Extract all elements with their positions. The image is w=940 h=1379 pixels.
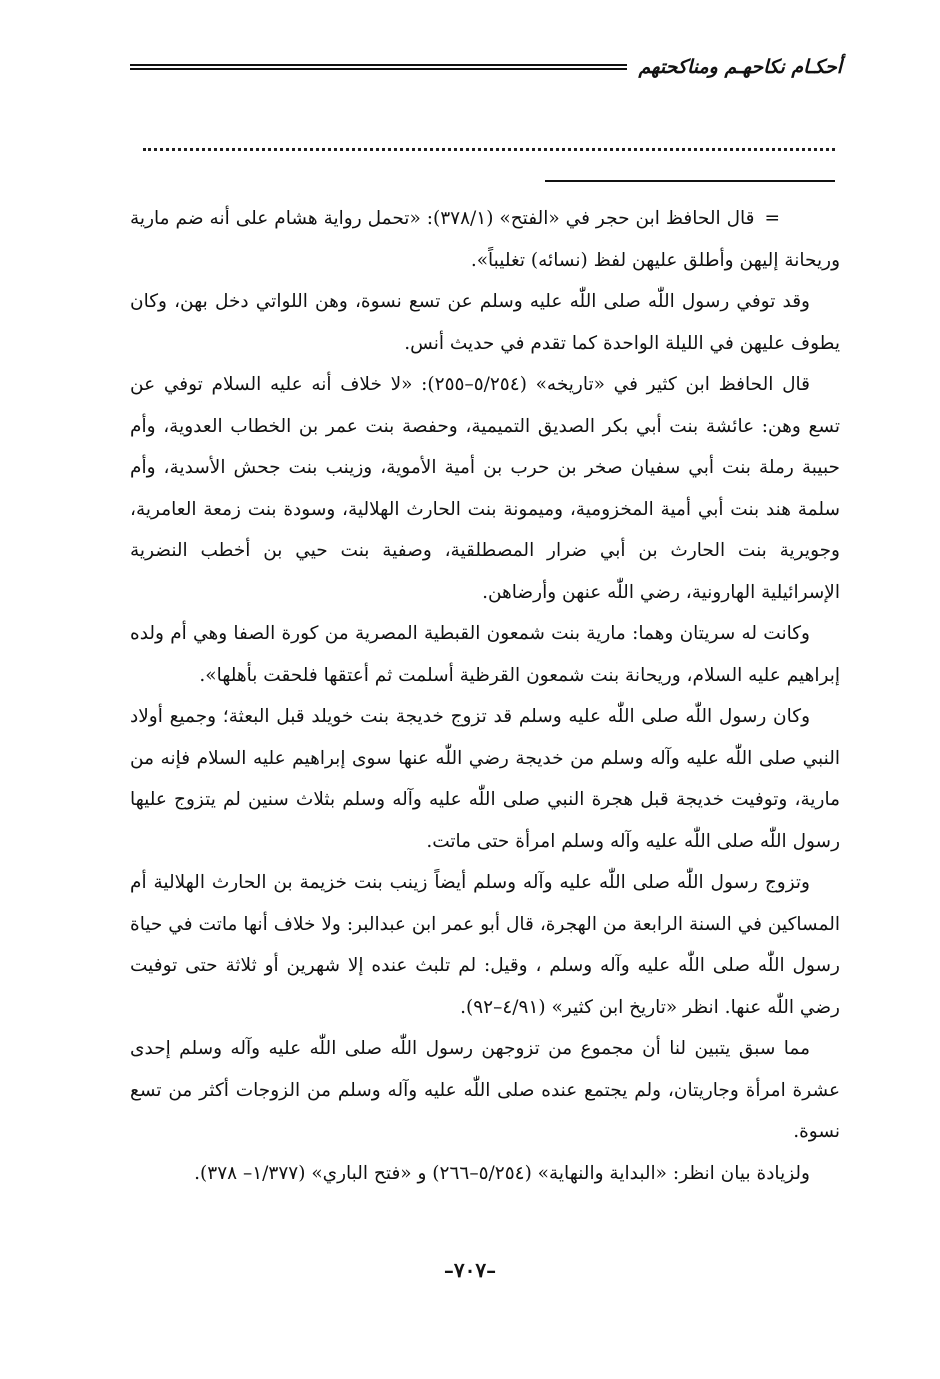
running-header <box>130 52 842 82</box>
footnote-paragraph <box>130 198 840 281</box>
footnote-text <box>130 198 840 1194</box>
running-title: أحكـام نكاحهـم ومناكحتهم <box>638 56 842 78</box>
page-number: –٧٠٧– <box>443 1258 497 1282</box>
footnote-separator <box>545 180 835 182</box>
footnote-paragraph: مما سبق يتبين لنا أن مجموع من تزوجهن رسول اللّٰه صلى اللّٰه عليه وآله وسلم إحدى عشرة امرأة وجاريتان، ولم يجتمع عنده صلى اللّٰه عليه وآله وسلم من الزوجات أكثر من تسع نسوة. <box>130 1038 840 1142</box>
footnote-paragraph: ولزيادة بيان انظر: «البداية والنهاية» (٥/٢٥٤–٢٦٦) و «فتح الباري» (١/٣٧٧– ٣٧٨). <box>194 1162 810 1184</box>
footnote-paragraph: وتزوج رسول اللّٰه صلى اللّٰه عليه وآله وسلم أيضاً زينب بنت خزيمة بن الحارث الهلالية أم المساكين في السنة الرابعة من الهجرة، قال أبو عمر ابن عبدالبر: ولا خلاف أنها ماتت في حياة رسول اللّٰه صلى اللّٰه عليه وآله وسلم ، وقيل: لم تلبث عنده إلا شهرين أو ثلاثة حتى توفيت رضي اللّٰه عنها. انظر «تاريخ ابن كثير» (٤/٩١–٩٢). <box>130 872 840 1018</box>
elision-dotted-line <box>143 136 835 151</box>
continuation-mark: = <box>764 208 781 229</box>
header-double-rule <box>130 64 627 70</box>
footnote-paragraph: وقد توفي رسول اللّٰه صلى اللّٰه عليه وسلم عن تسع نسوة، وهن اللواتي دخل بهن، وكان يطوف عليهن في الليلة الواحدة كما تقدم في حديث أنس. <box>130 291 840 354</box>
footnote-paragraph: وكان رسول اللّٰه صلى اللّٰه عليه وسلم قد تزوج خديجة بنت خويلد قبل البعثة؛ وجميع أولاد النبي صلى اللّٰه عليه وآله وسلم من خديجة رضي اللّٰه عنها سوى إبراهيم عليه السلام فإنه من مارية، وتوفيت خديجة قبل هجرة النبي صلى اللّٰه عليه وآله وسلم بثلاث سنين لم يتزوج عليها رسول اللّٰه صلى اللّٰه عليه وآله وسلم امرأة حتى ماتت. <box>130 706 840 852</box>
footnote-paragraph: وكانت له سريتان وهما: مارية بنت شمعون القبطية المصرية من كورة الصفا وهي أم ولده إبراهيم عليه السلام، وريحانة بنت شمعون القرظية أسلمت ثم أعتقها فلحقت بأهلها». <box>130 623 840 686</box>
paragraph-text: قال الحافظ ابن حجر في «الفتح» (٣٧٨/١): «تحمل رواية هشام على أنه ضم مارية وريحانة إليهن وأطلق عليهن لفظ (نسائه) تغليباً». <box>130 208 840 271</box>
footnote-paragraph: قال الحافظ ابن كثير في «تاريخه» (٥/٢٥٤–٢٥٥): «لا خلاف أنه عليه السلام توفي عن تسع وهن: عائشة بنت أبي بكر الصديق التميمية، وحفصة بنت عمر بن الخطاب العدوية، وأم حبيبة رملة بنت أبي سفيان صخر بن حرب بن أمية الأموية، وزينب بنت جحش الأسدية، وأم سلمة هند بنت أبي أمية المخزومية، وميمونة بنت الحارث الهلالية، وسودة بنت زمعة العامرية، وجويرية بنت الحارث بن أبي ضرار المصطلقية، وصفية بنت حيي بن أخطب النضرية الإسرائيلية الهارونية، رضي اللّٰه عنهن وأرضاهن. <box>130 374 840 603</box>
